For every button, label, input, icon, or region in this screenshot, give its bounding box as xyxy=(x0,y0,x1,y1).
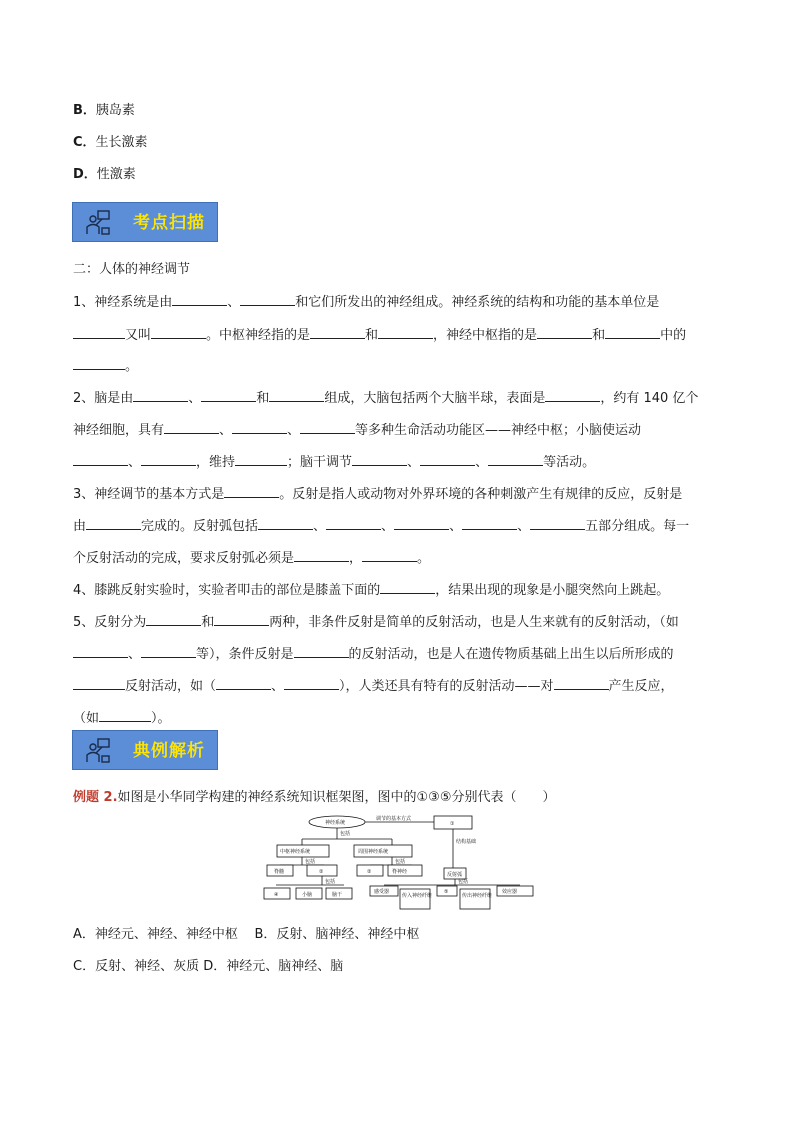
option-c: C．生长激素 xyxy=(73,135,148,150)
nervous-system-diagram xyxy=(262,813,542,917)
svg-text:反射弧: 反射弧 xyxy=(447,872,463,878)
teacher-board-icon xyxy=(85,738,111,764)
q3-line3: 个反射活动的完成，要求反射弧必须是 ， 。 xyxy=(73,547,430,569)
svg-text:小脑: 小脑 xyxy=(302,892,313,898)
svg-text:⑤: ⑤ xyxy=(444,889,449,895)
svg-text:周围神经系统: 周围神经系统 xyxy=(358,849,389,855)
svg-text:效应器: 效应器 xyxy=(502,889,518,895)
q2-line3: 、 ，维持 ；脑干调节 、 、 等活动。 xyxy=(73,451,595,473)
svg-text:神经系统: 神经系统 xyxy=(325,820,346,826)
node-afferent xyxy=(400,889,433,909)
svg-text:脊髓: 脊髓 xyxy=(274,869,285,875)
q3-line2: 由 完成的。反射弧包括 、 、 、 、 五部分组成。每一 xyxy=(73,515,689,537)
q4-line1: 4、膝跳反射实验时，实验者叩击的部位是膝盖下面的 ，结果出现的现象是小腿突然向上跳起。 xyxy=(73,579,669,601)
svg-text:④: ④ xyxy=(274,892,279,898)
example-question xyxy=(73,788,555,808)
banner-title: 典例解析 xyxy=(133,741,205,761)
answer-row-2 xyxy=(73,957,343,977)
svg-text:传入神经纤维: 传入神经纤维 xyxy=(402,893,433,899)
q5-line3: 反射活动，如（ 、 ），人类还具有特有的反射活动——对 产生反应， xyxy=(73,675,674,697)
q5-line2: 、 等），条件反射是 的反射活动，也是人在遗传物质基础上出生以后所形成的 xyxy=(73,643,674,665)
section-banner-examples xyxy=(72,730,218,770)
q5-line4: （如 ）。 xyxy=(73,707,171,729)
example-label: 例题 2. xyxy=(73,790,118,805)
svg-text:①: ① xyxy=(450,821,455,827)
q1-line2: 又叫 。中枢神经指的是 和 ，神经中枢指的是 和 中的 xyxy=(73,324,686,346)
svg-text:中枢神经系统: 中枢神经系统 xyxy=(280,849,311,855)
svg-text:包括: 包括 xyxy=(305,859,316,865)
q2-line2: 神经细胞，具有 、 、 等多种生命活动功能区——神经中枢；小脑使运动 xyxy=(73,419,641,441)
answer-c[interactable]: C．反射、神经、灰质 xyxy=(73,959,200,974)
answer-a[interactable]: A．神经元、神经、神经中枢 xyxy=(73,927,238,942)
svg-text:包括: 包括 xyxy=(340,831,351,837)
banner-title: 考点扫描 xyxy=(133,213,205,233)
svg-text:脑干: 脑干 xyxy=(332,892,343,898)
svg-text:包括: 包括 xyxy=(458,879,469,885)
svg-text:感受器: 感受器 xyxy=(374,889,390,895)
node-efferent xyxy=(460,889,493,909)
svg-text:结构基础: 结构基础 xyxy=(456,839,477,845)
q1-line3: 。 xyxy=(73,355,138,377)
example-stem: 如图是小华同学构建的神经系统知识框架图，图中的①③⑤分别代表（ ） xyxy=(117,790,556,805)
teacher-board-icon xyxy=(85,210,111,236)
q2-line1: 2、脑是由 、 和 组成，大脑包括两个大脑半球，表面是 ，约有 140 亿个 xyxy=(73,387,698,409)
q5-line1: 5、反射分为 和 两种，非条件反射是简单的反射活动，也是人生来就有的反射活动，（如 xyxy=(73,611,679,633)
section-heading: 二：人体的神经调节 xyxy=(73,262,191,277)
option-b: B．胰岛素 xyxy=(73,103,135,118)
svg-text:包括: 包括 xyxy=(325,879,336,885)
q1-line1: 1、神经系统是由 、 和它们所发出的神经组成。神经系统的结构和功能的基本单位是 xyxy=(73,291,659,313)
option-d: D．性激素 xyxy=(73,167,136,182)
svg-text:②: ② xyxy=(319,869,324,875)
q3-line1: 3、神经调节的基本方式是 。反射是指人或动物对外界环境的各种刺激产生有规律的反应，反射是 xyxy=(73,483,682,505)
answer-row-1 xyxy=(73,925,419,945)
answer-d[interactable]: D．神经元、脑神经、脑 xyxy=(203,959,344,974)
svg-text:传出神经纤维: 传出神经纤维 xyxy=(462,893,493,899)
svg-text:脊神经: 脊神经 xyxy=(392,869,408,875)
svg-text:调节的基本方式: 调节的基本方式 xyxy=(376,816,412,822)
svg-text:②: ② xyxy=(367,869,372,875)
section-banner-exam-points xyxy=(72,202,218,242)
answer-b[interactable]: B．反射、脑神经、神经中枢 xyxy=(254,927,420,942)
svg-text:包括: 包括 xyxy=(395,859,406,865)
